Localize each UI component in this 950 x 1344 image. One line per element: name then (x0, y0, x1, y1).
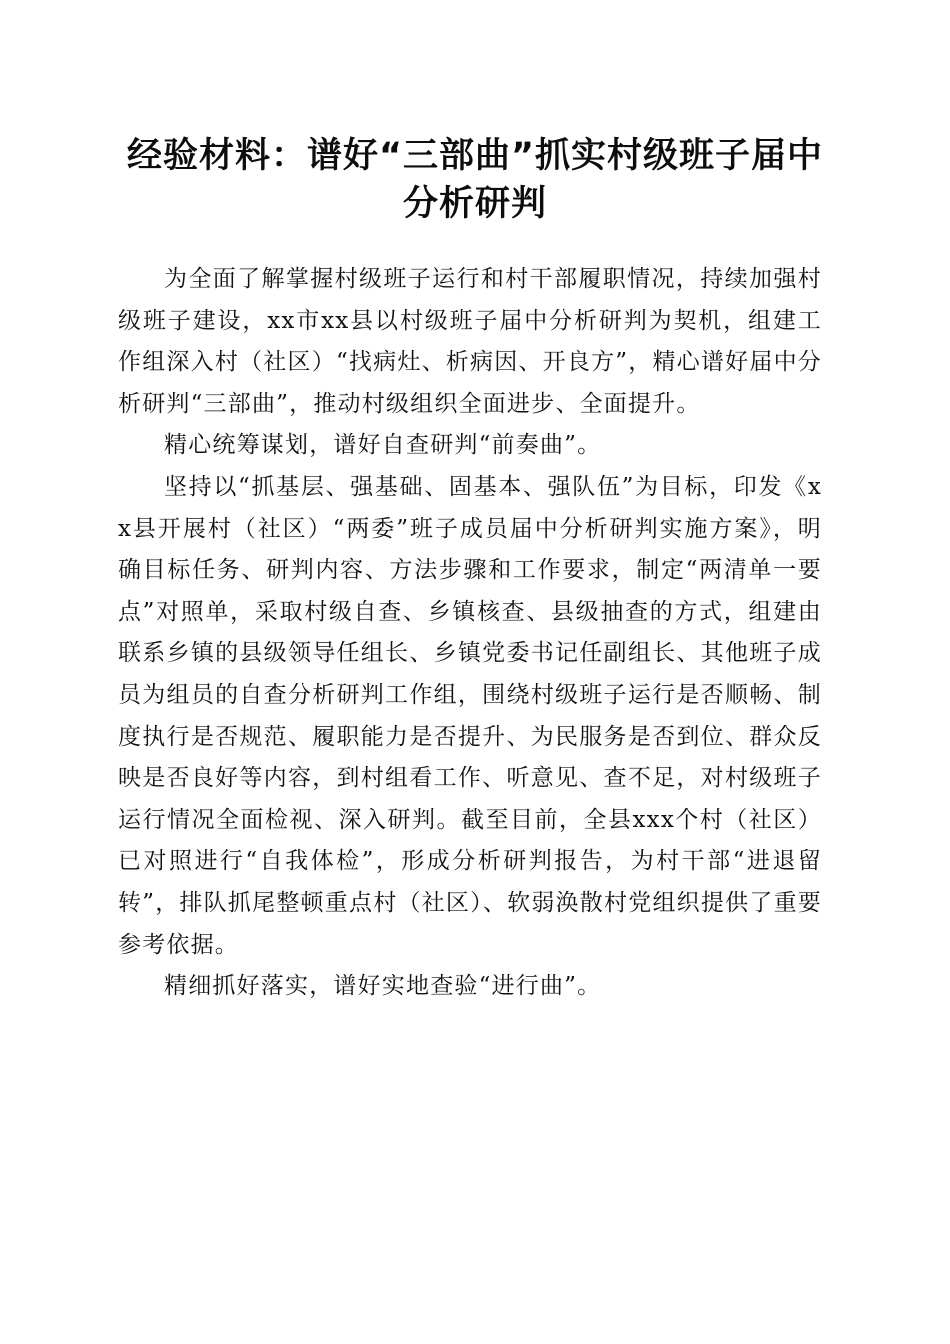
paragraph-heading-prelude: 精心统筹谋划，谱好自查研判“前奏曲”。 (164, 432, 602, 459)
paragraph-heading-march: 精细抓好落实，谱好实地查验“进行曲”。 (164, 973, 602, 1000)
paragraph-self-check: 坚持以“抓基层、强基础、固基本、强队伍”为目标，印发《xx县开展村（社区）“两委”班子成员届中分析研判实施方案》，明确目标任务、研判内容、方法步骤和工作要求，制定“两清单一要点”对照单，采取村级自查、乡镇核查、县级抽查的方式，组建由联系乡镇的县级领导任组长、乡镇党委书记任副组长、其他班子成员为组员的自查分析研判工作组，围绕村级班子运行是否顺畅、制度执行是否规范、履职能力是否提升、为民服务是否到位、群众反映是否良好等内容，到村组看工作、听意见、查不足，对村级班子运行情况全面检视、深入研判。截至目前，全县xxx个村（社区）已对照进行“自我体检”，形成分析研判报告，为村干部“进退留转”，排队抓尾整顿重点村（社区）、软弱涣散村党组织提供了重要参考依据。 (118, 473, 822, 958)
paragraph-intro: 为全面了解掌握村级班子运行和村干部履职情况，持续加强村级班子建设，xx市xx县以村级班子届中分析研判为契机，组建工作组深入村（社区）“找病灶、析病因、开良方”，精心谱好届中分析研判“三部曲”，推动村级组织全面进步、全面提升。 (118, 266, 822, 417)
document-title: 经验材料：谱好“三部曲”抓实村级班子届中分析研判 (126, 136, 823, 224)
document-body (118, 259, 822, 1008)
